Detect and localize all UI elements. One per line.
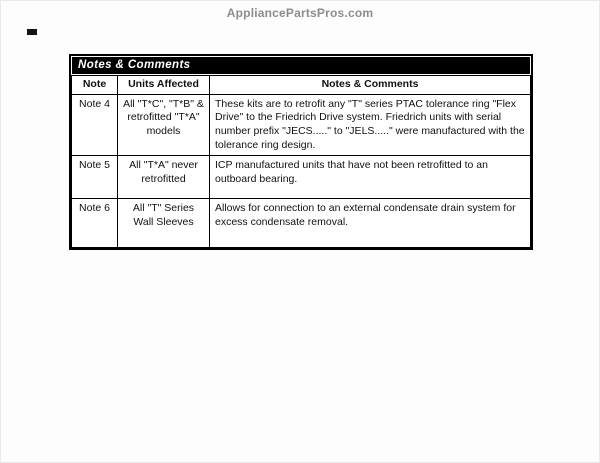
notes-table-container — [69, 54, 533, 250]
scan-artifact-mark — [27, 29, 37, 35]
column-header-units-affected: Units Affected — [118, 76, 210, 95]
comments-cell: ICP manufactured units that have not been retrofitted to an outboard bearing. — [210, 156, 531, 199]
units-affected-cell: All "T" Series Wall Sleeves — [118, 199, 210, 248]
note-cell: Note 6 — [72, 199, 118, 248]
units-affected-cell: All "T*A" never retrofitted — [118, 156, 210, 199]
note-cell: Note 4 — [72, 94, 118, 156]
units-affected-cell: All "T*C", "T*B" & retrofitted "T*A" models — [118, 94, 210, 156]
table-row — [72, 199, 531, 248]
note-cell: Note 5 — [72, 156, 118, 199]
notes-table — [71, 75, 531, 248]
table-header-row — [72, 76, 531, 95]
column-header-notes-comments: Notes & Comments — [210, 76, 531, 95]
comments-cell: Allows for connection to an external condensate drain system for excess condensate removal. — [210, 199, 531, 248]
column-header-note: Note — [72, 76, 118, 95]
site-header: AppliancePartsPros.com — [226, 6, 374, 20]
table-row — [72, 156, 531, 199]
notes-table-title: Notes & Comments — [72, 57, 530, 74]
table-row — [72, 94, 531, 156]
comments-cell: These kits are to retrofit any "T" series PTAC tolerance ring "Flex Drive" to the Friedrich Drive system. Friedrich units with serial number prefix "JECS....." to "JELS....." were manufactured with the tolerance ring design. — [210, 94, 531, 156]
